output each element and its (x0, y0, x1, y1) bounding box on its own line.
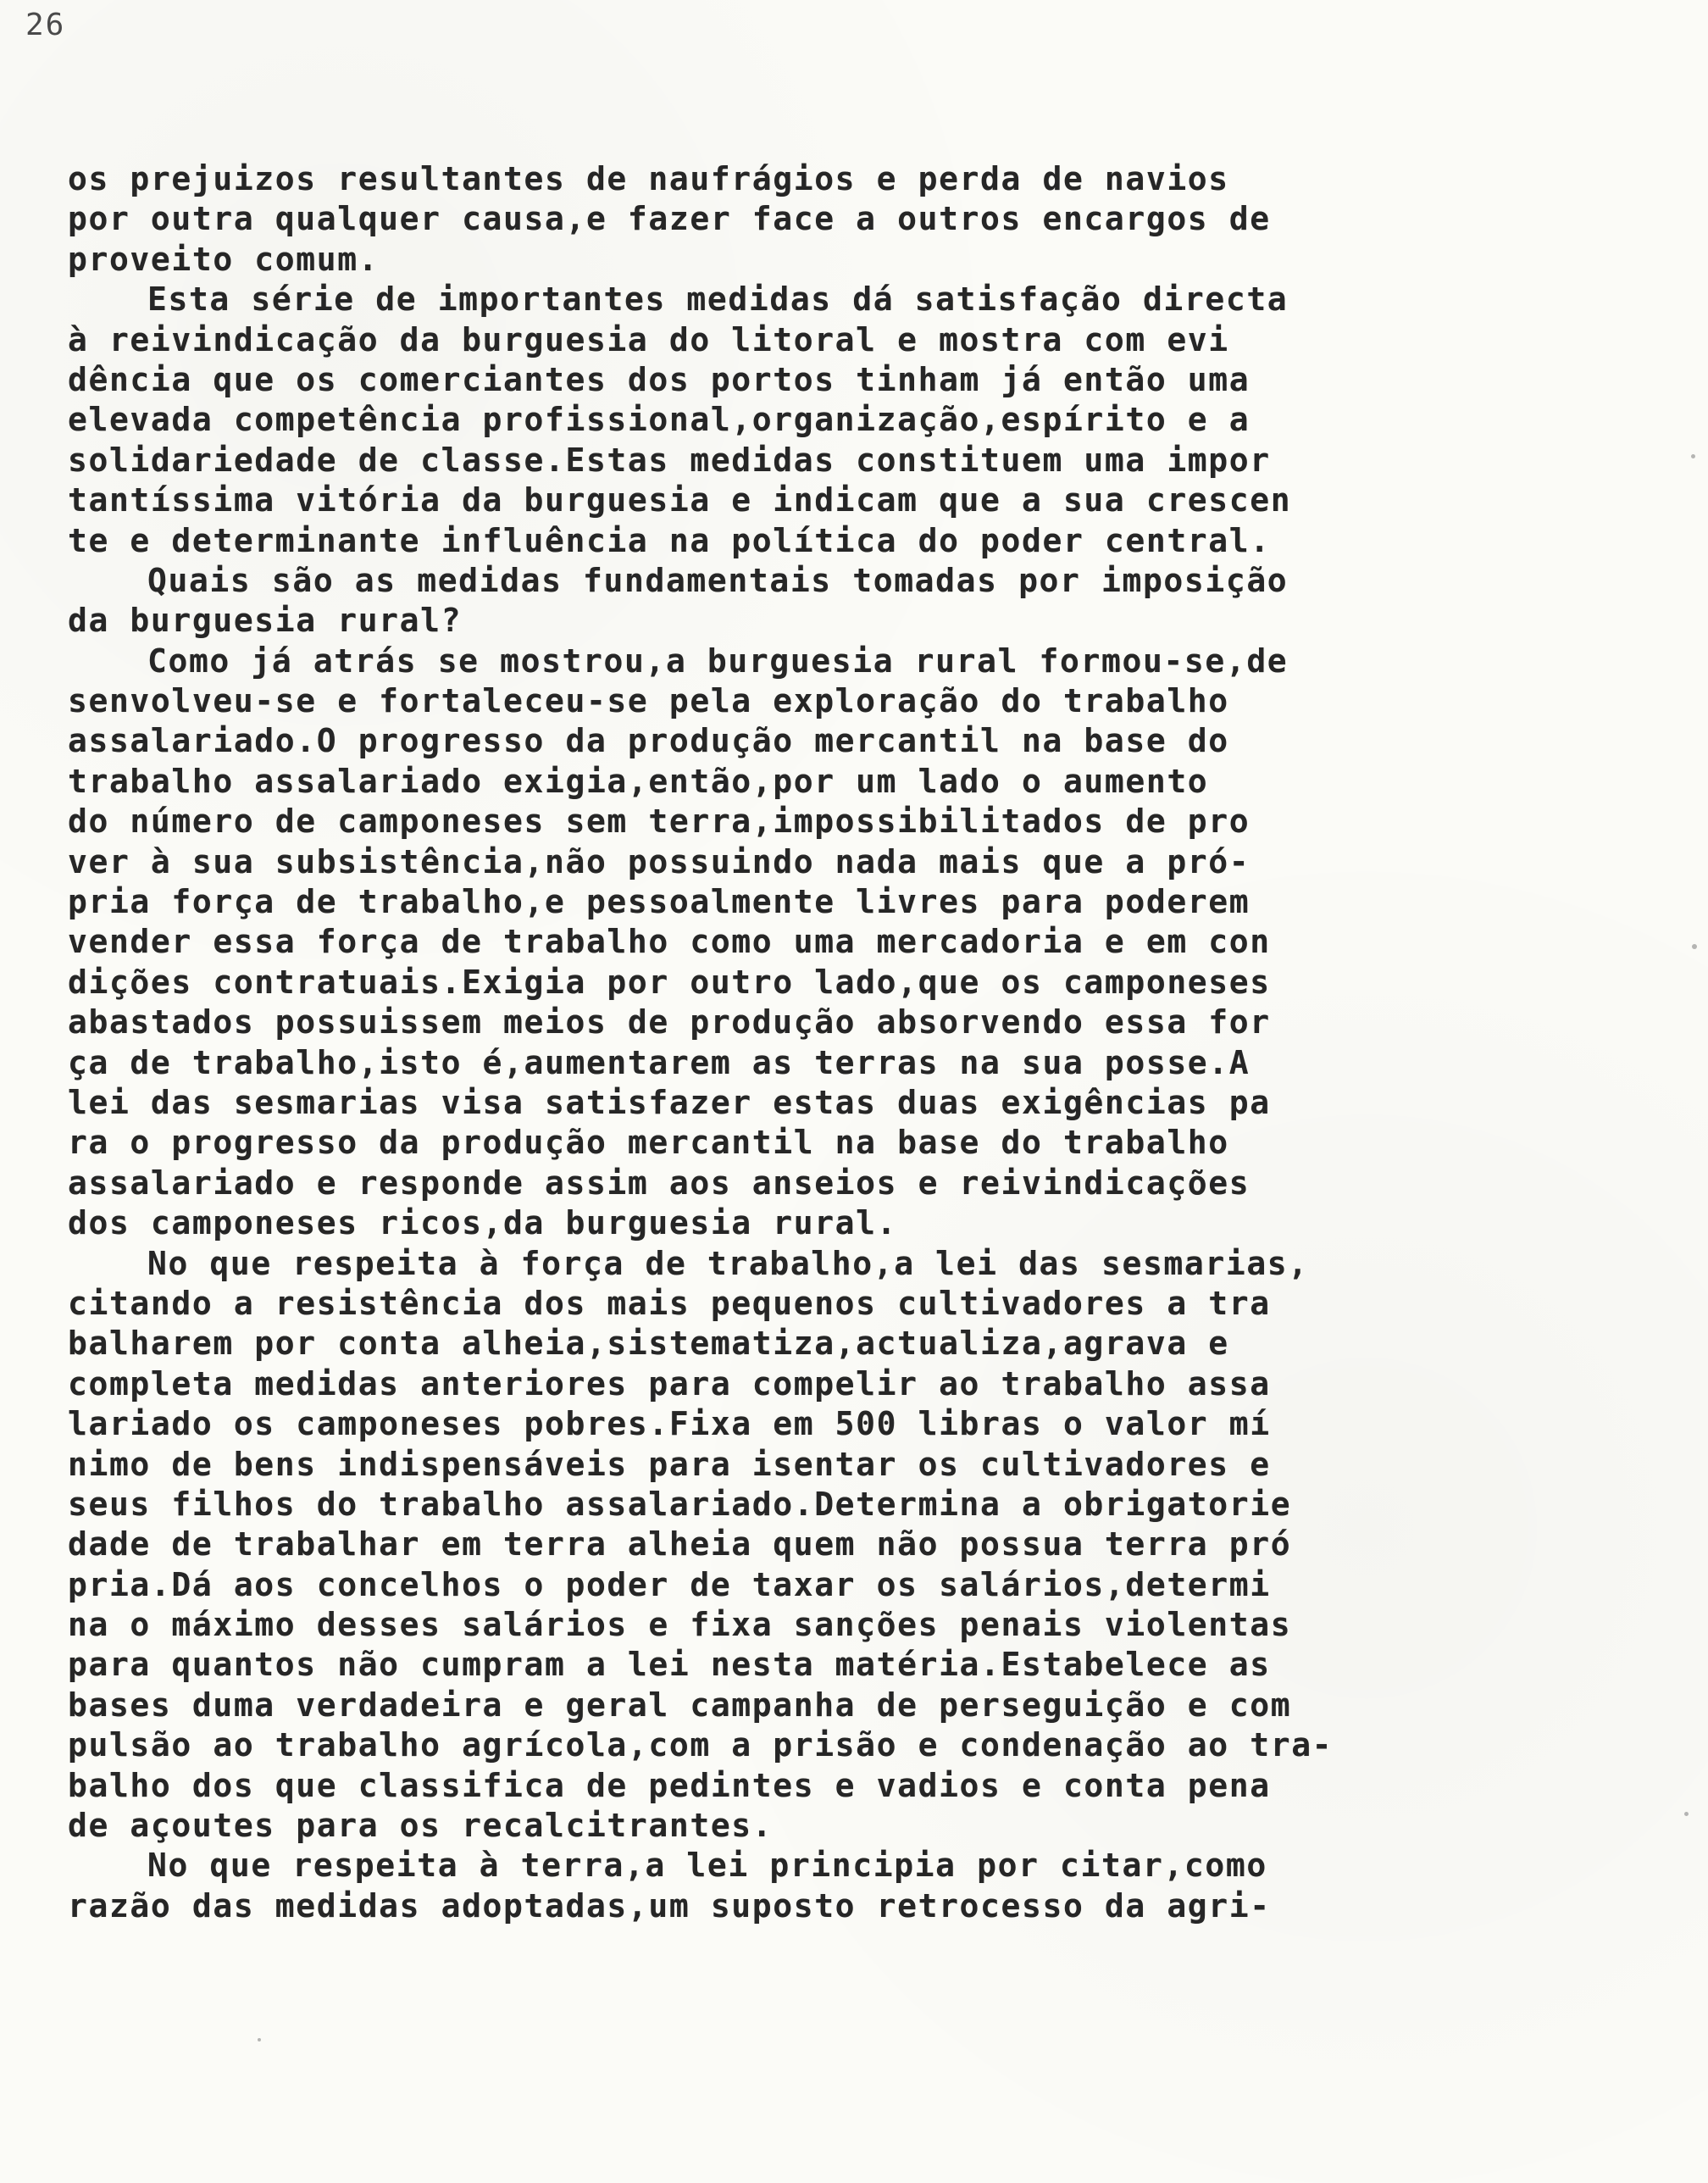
text-line: Como já atrás se mostrou,a burguesia rural formou-se,de (147, 642, 1289, 680)
text-line: dos camponeses ricos,da burguesia rural. (68, 1204, 898, 1242)
text-line: Quais são as medidas fundamentais tomadas por imposição (147, 561, 1289, 599)
text-line: senvolveu-se e fortaleceu-se pela exploração do trabalho (68, 682, 1229, 720)
text-line: balho dos que classifica de pedintes e vadios e conta pena (68, 1766, 1271, 1804)
text-line: ra o progresso da produção mercantil na base do trabalho (68, 1124, 1229, 1162)
text-line: pulsão ao trabalho agrícola,com a prisão e condenação ao tra- (68, 1726, 1334, 1764)
text-line: Esta série de importantes medidas dá satisfação directa (147, 281, 1289, 319)
text-line: na o máximo desses salários e fixa sanções penais violentas (68, 1606, 1292, 1644)
text-line: trabalho assalariado exigia,então,por um lado o aumento (68, 762, 1209, 800)
text-line: para quantos não cumpram a lei nesta matéria.Estabelece as (68, 1646, 1271, 1684)
text-line: citando a resistência dos mais pequenos cultivadores a tra (68, 1284, 1271, 1322)
text-line: No que respeita à força de trabalho,a lei das sesmarias, (147, 1244, 1309, 1282)
text-line: proveito comum. (68, 240, 380, 278)
text-line: vender essa força de trabalho como uma mercadoria e em con (68, 923, 1271, 961)
text-line: da burguesia rural? (68, 602, 463, 640)
text-line: razão das medidas adoptadas,um suposto retrocesso da agri- (68, 1886, 1271, 1925)
text-line: completa medidas anteriores para compelir ao trabalho assa (68, 1364, 1271, 1403)
page-number: 26 (25, 8, 66, 42)
paper-speck (1692, 944, 1697, 949)
text-line: nimo de bens indispensáveis para isentar os cultivadores e (68, 1445, 1271, 1483)
text-line: dições contratuais.Exigia por outro lado,que os camponeses (68, 963, 1271, 1001)
paper-speck (258, 2038, 261, 2041)
text-line: à reivindicação da burguesia do litoral e mostra com evi (68, 320, 1229, 358)
text-line: seus filhos do trabalho assalariado.Determina a obrigatorie (68, 1485, 1292, 1523)
typewritten-text-block (68, 159, 1635, 1926)
text-line: por outra qualquer causa,e fazer face a outros encargos de (68, 200, 1271, 238)
text-line: elevada competência profissional,organização,espírito e a (68, 401, 1250, 439)
text-line: lei das sesmarias visa satisfazer estas duas exigências pa (68, 1083, 1271, 1121)
text-line: lariado os camponeses pobres.Fixa em 500 libras o valor mí (68, 1405, 1271, 1443)
text-line: balharem por conta alheia,sistematiza,actualiza,agrava e (68, 1325, 1229, 1363)
text-line: assalariado e responde assim aos anseios e reivindicações (68, 1164, 1250, 1202)
text-line: dência que os comerciantes dos portos tinham já então uma (68, 360, 1250, 398)
text-line: te e determinante influência na política do poder central. (68, 521, 1271, 559)
text-line: dade de trabalhar em terra alheia quem não possua terra pró (68, 1525, 1292, 1564)
text-line: ça de trabalho,isto é,aumentarem as terras na sua posse.A (68, 1043, 1250, 1081)
paper-speck (1691, 454, 1695, 458)
paper-speck (1684, 1812, 1689, 1816)
text-line: assalariado.O progresso da produção mercantil na base do (68, 722, 1229, 760)
text-line: solidariedade de classe.Estas medidas constituem uma impor (68, 441, 1271, 479)
text-line: ver à sua subsistência,não possuindo nada mais que a pró- (68, 842, 1250, 880)
text-line: No que respeita à terra,a lei principia por citar,como (147, 1847, 1267, 1885)
text-line: bases duma verdadeira e geral campanha de perseguição e com (68, 1686, 1292, 1724)
text-line: os prejuizos resultantes de naufrágios e perda de navios (68, 160, 1229, 197)
text-line: tantíssima vitória da burguesia e indicam que a sua crescen (68, 481, 1292, 519)
text-line: pria força de trabalho,e pessoalmente livres para poderem (68, 883, 1250, 921)
text-line: do número de camponeses sem terra,impossibilitados de pro (68, 803, 1250, 841)
text-line: abastados possuissem meios de produção absorvendo essa for (68, 1003, 1271, 1042)
text-line: de açoutes para os recalcitrantes. (68, 1807, 774, 1845)
text-line: pria.Dá aos concelhos o poder de taxar os salários,determi (68, 1565, 1271, 1603)
